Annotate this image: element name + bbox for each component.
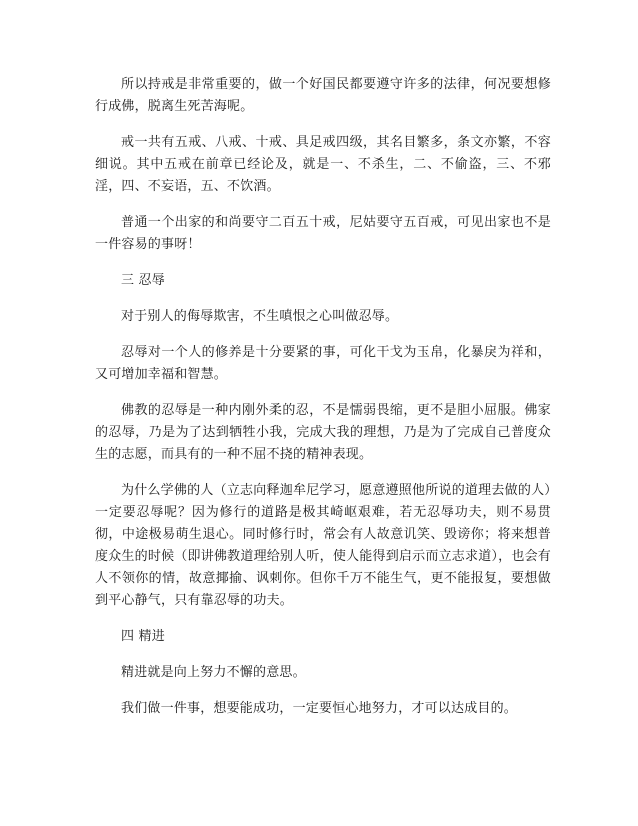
paragraph-monastic-precepts: 普通一个出家的和尚要守二百五十戒，尼姑要守五百戒，可见出家也不是一件容易的事呀！ bbox=[95, 215, 551, 252]
paragraph-precepts-levels: 戒一共有五戒、八戒、十戒、具足戒四级，其名目繁多，条文亦繁，不容细说。其中五戒在前章已经论及，就是一、不杀生，二、不偷盗，三、不邪淫，四、不妄语，五、不饮酒。 bbox=[95, 135, 551, 194]
paragraph-patience-cultivation: 忍辱对一个人的修养是十分要紧的事，可化干戈为玉帛，化暴戾为祥和，又可增加幸福和智慧。 bbox=[95, 345, 551, 382]
paragraph-why-patience: 为什么学佛的人（立志向释迦牟尼学习，愿意遵照他所说的道理去做的人）一定要忍辱呢？因为修行的道路是极其崎岖艰难，若无忍辱功夫，则不易贯彻，中途极易萌生退心。同时修行时，常会有人故意讥笑、毁谤你；将来想普度众生的时候（即讲佛教道理给别人听，使人能得到启示而立志求道），也会有人不领你的情，故意揶揄、讽刺你。但你千万不能生气，更不能报复，要想做到平心静气，只有靠忍辱的功夫。 bbox=[95, 483, 551, 608]
section-heading-diligence: 四 精进 bbox=[121, 629, 165, 644]
paragraph-diligence-definition: 精进就是向上努力不懈的意思。 bbox=[121, 665, 306, 680]
paragraph-buddhist-patience: 佛教的忍辱是一种内刚外柔的忍，不是懦弱畏缩，更不是胆小屈服。佛家的忍辱，乃是为了达到牺牲小我，完成大我的理想，乃是为了完成自己普度众生的志愿，而具有的一种不屈不挠的精神表现。 bbox=[95, 403, 551, 462]
paragraph-patience-definition: 对于别人的侮辱欺害，不生嗔恨之心叫做忍辱。 bbox=[121, 309, 399, 324]
section-heading-patience: 三 忍辱 bbox=[121, 273, 165, 288]
paragraph-diligence-effort: 我们做一件事，想要能成功，一定要恒心地努力，才可以达成目的。 bbox=[121, 701, 518, 716]
document-body bbox=[95, 74, 551, 734]
paragraph-precepts-importance: 所以持戒是非常重要的，做一个好国民都要遵守许多的法律，何况要想修行成佛，脱离生死苦海呢。 bbox=[95, 77, 551, 114]
